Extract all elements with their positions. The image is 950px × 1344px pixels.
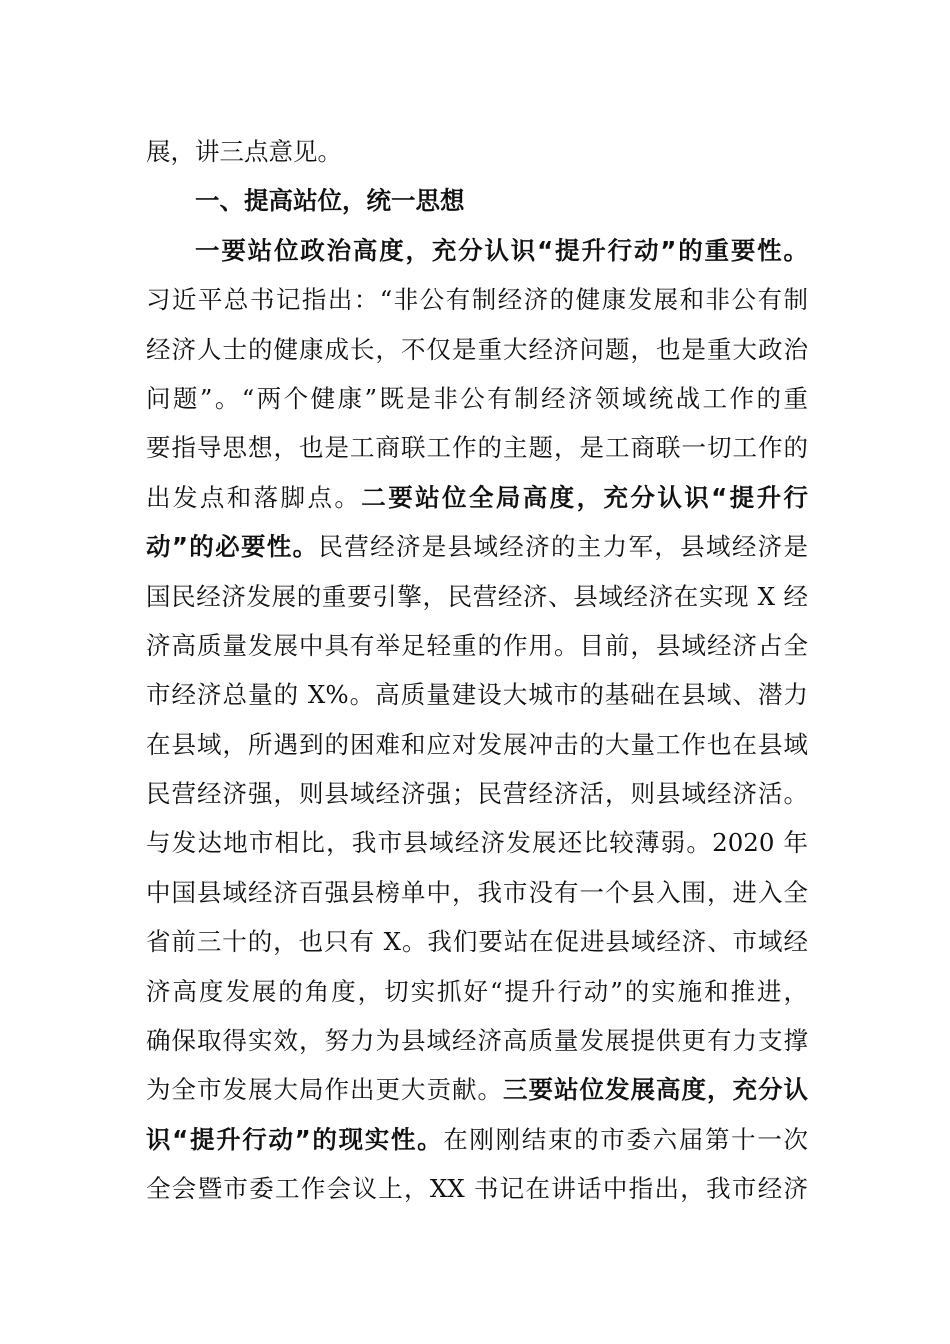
text-line-5 bbox=[146, 325, 808, 374]
line-22-text: 全会暨市委工作会议上，XX 书记在讲话中指出，我市经济 bbox=[146, 1174, 808, 1204]
text-line-8 bbox=[146, 473, 808, 522]
line-12-text: 市经济总量的 X%。高质量建设大城市的基础在县域、潜力 bbox=[146, 680, 808, 710]
line-10-text: 国民经济发展的重要引擎，民营经济、县域经济在实现 X 经 bbox=[146, 581, 808, 611]
line-11-text: 济高质量发展中具有举足轻重的作用。目前，县域经济占全 bbox=[146, 630, 808, 660]
section-heading bbox=[146, 176, 808, 225]
text-line-3 bbox=[146, 226, 808, 275]
document-page bbox=[146, 127, 808, 1214]
text-line-15 bbox=[146, 818, 808, 867]
section-heading-text: 一、提高站位，统一思想 bbox=[195, 186, 465, 216]
line-13-text: 在县域，所遇到的困难和应对发展冲击的大量工作也在县域 bbox=[146, 729, 808, 759]
text-line-21 bbox=[146, 1115, 808, 1164]
line-20-text-a: 为全市发展大局作出更大贡献。 bbox=[146, 1075, 503, 1105]
text-line-18 bbox=[146, 967, 808, 1016]
text-line-11 bbox=[146, 621, 808, 670]
line-6-text: 问题”。“两个健康”既是非公有制经济领域统战工作的重 bbox=[146, 383, 808, 413]
text-line-12 bbox=[146, 670, 808, 719]
line-9-text-a: 动”的必要性。 bbox=[146, 532, 319, 562]
line-1-text: 展，讲三点意见。 bbox=[146, 137, 342, 166]
line-19-text: 确保取得实效，努力为县域经济高质量发展提供更有力支撑 bbox=[146, 1026, 808, 1056]
text-line-10 bbox=[146, 572, 808, 621]
line-3-text: 一要站位政治高度，充分认识“提升行动”的重要性。 bbox=[195, 235, 808, 265]
line-4-text: 习近平总书记指出：“非公有制经济的健康发展和非公有制 bbox=[146, 285, 808, 315]
text-line-20 bbox=[146, 1065, 808, 1114]
line-20-text-b: 三要站位发展高度，充分认 bbox=[503, 1075, 808, 1105]
text-line-1 bbox=[146, 127, 808, 176]
line-8-text-b: 二要站位全局高度，充分认识“提升行 bbox=[361, 482, 808, 512]
text-line-14 bbox=[146, 769, 808, 818]
text-line-13 bbox=[146, 720, 808, 769]
line-7-text: 要指导思想，也是工商联工作的主题，是工商联一切工作的 bbox=[146, 433, 808, 463]
text-line-22 bbox=[146, 1164, 808, 1213]
line-18-text: 济高度发展的角度，切实抓好“提升行动”的实施和推进， bbox=[146, 976, 808, 1006]
line-14-text: 民营经济强，则县域经济强；民营经济活，则县域经济活。 bbox=[146, 779, 808, 809]
text-line-7 bbox=[146, 423, 808, 472]
line-16-text: 中国县域经济百强县榜单中，我市没有一个县入围，进入全 bbox=[146, 877, 808, 907]
text-line-6 bbox=[146, 374, 808, 423]
text-line-4 bbox=[146, 275, 808, 324]
line-15-text: 与发达地市相比，我市县域经济发展还比较薄弱。2020 年 bbox=[146, 828, 808, 858]
line-5-text: 经济人士的健康成长，不仅是重大经济问题，也是重大政治 bbox=[146, 334, 808, 364]
text-line-9 bbox=[146, 522, 808, 571]
line-21-text-a: 识“提升行动”的现实性。 bbox=[146, 1124, 444, 1154]
line-17-text: 省前三十的，也只有 X。我们要站在促进县域经济、市域经 bbox=[146, 927, 808, 957]
line-9-text-b: 民营经济是县域经济的主力军，县域经济是 bbox=[318, 532, 808, 562]
text-line-17 bbox=[146, 917, 808, 966]
line-8-text-a: 出发点和落脚点。 bbox=[146, 482, 362, 512]
text-line-19 bbox=[146, 1016, 808, 1065]
text-line-16 bbox=[146, 868, 808, 917]
line-21-text-b: 在刚刚结束的市委六届第十一次 bbox=[443, 1124, 808, 1154]
